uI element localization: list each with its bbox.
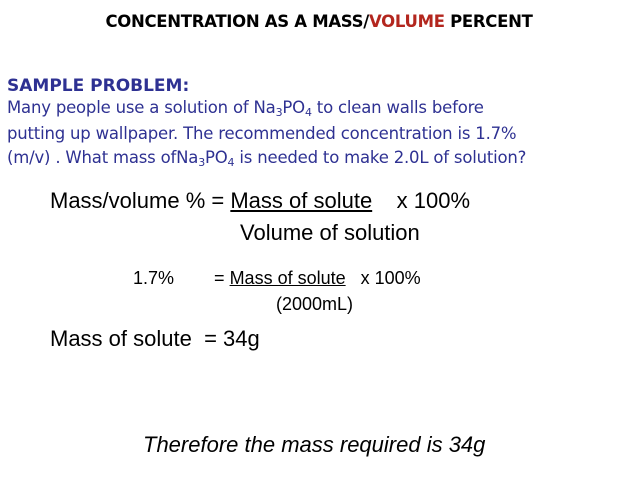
substitution-times: x 100% <box>345 268 421 288</box>
substitution-lhs: 1.7% = <box>133 268 230 288</box>
problem-line-1 <box>7 98 484 117</box>
subscript-3: 3 <box>198 156 205 169</box>
formula-line <box>50 188 470 214</box>
problem-line-3-text-a: (m/v) . What mass ofNa <box>7 148 199 167</box>
result-line: Mass of solute = 34g <box>50 326 260 351</box>
problem-line-1-text-c: to clean walls before <box>311 98 484 117</box>
formula-times: x 100% <box>372 188 471 213</box>
subscript-4: 4 <box>227 156 235 169</box>
problem-line-1-text-b: PO <box>282 98 305 117</box>
substitution-denominator: (2000mL) <box>276 294 354 314</box>
formula-denominator: Volume of solution <box>240 220 420 245</box>
formula-numerator: Mass of solute <box>230 188 373 213</box>
conclusion-line: Therefore the mass required is 34g <box>143 432 486 457</box>
problem-line-3-text-c: is needed to make 2.0L of solution? <box>234 148 527 167</box>
subscript-3: 3 <box>275 106 283 119</box>
problem-line-3-text-b: PO <box>205 148 228 167</box>
formula-lhs: Mass/volume % = <box>50 188 231 213</box>
subscript-4: 4 <box>304 106 312 119</box>
problem-line-1-text-a: Many people use a solution of Na <box>7 98 276 117</box>
title-highlight: VOLUME <box>368 12 445 31</box>
title-prefix: CONCENTRATION AS A MASS/ <box>105 12 369 31</box>
title-suffix: PERCENT <box>444 12 533 31</box>
problem-line-2: putting up wallpaper. The recommended concentration is 1.7% <box>7 124 517 143</box>
problem-line-3 <box>7 148 526 167</box>
substitution-numerator: Mass of solute <box>229 268 346 288</box>
slide-title <box>0 12 638 31</box>
sample-problem-label: SAMPLE PROBLEM: <box>7 76 190 96</box>
substitution-line <box>133 268 421 289</box>
